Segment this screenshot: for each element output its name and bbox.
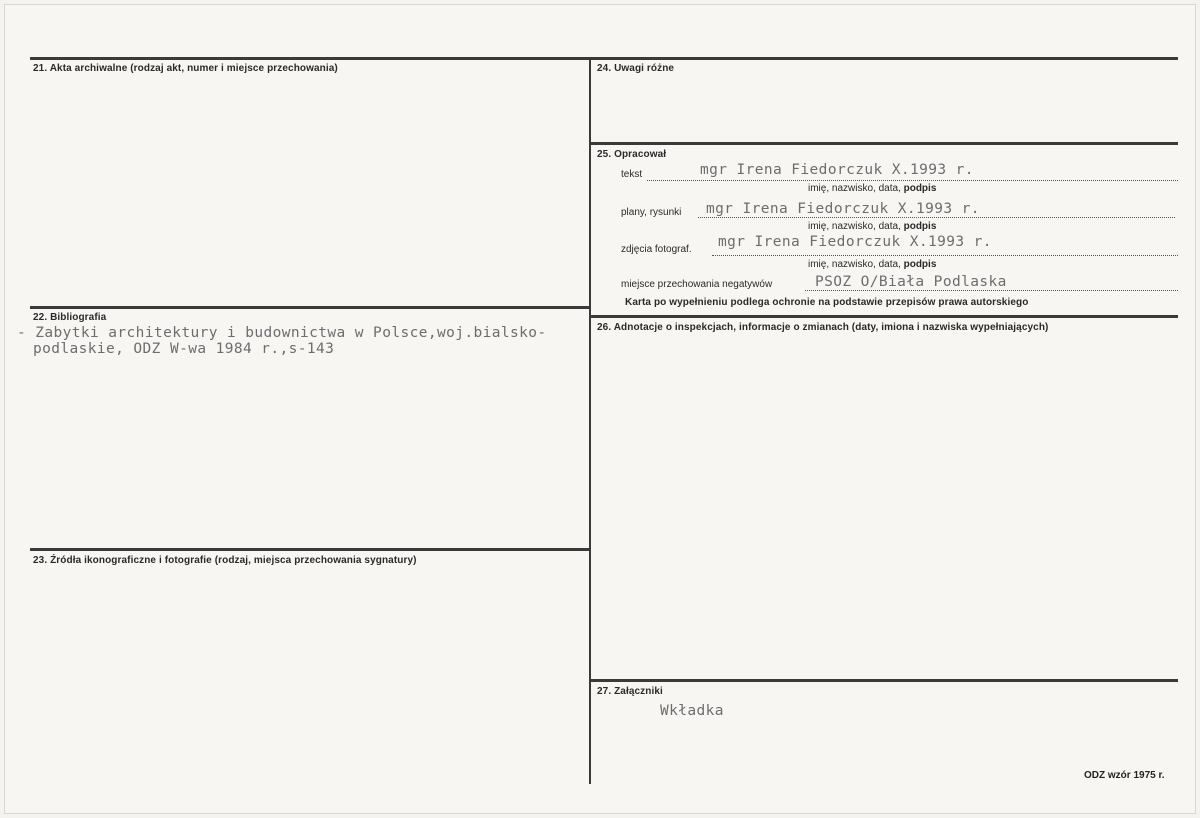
attachment-value: Wkładka (660, 703, 724, 719)
zdjecia-value: mgr Irena Fiedorczuk X.1993 r. (718, 234, 992, 250)
center-divider (589, 57, 591, 784)
rule-21-22 (30, 306, 590, 309)
section-27-label: 27. Załączniki (597, 686, 663, 697)
form-version-footer: ODZ wzór 1975 r. (1084, 770, 1165, 781)
tekst-dotted-line (647, 180, 1178, 181)
miejsce-value: PSOZ O/Biała Podlaska (815, 274, 1007, 290)
section-26-label: 26. Adnotacje o inspekcjach, informacje o zmianach (daty, imiona i nazwiska wypełniających) (597, 322, 1049, 333)
bibliography-line-2: podlaskie, ODZ W-wa 1984 r.,s-143 (33, 341, 335, 357)
rule-25-26 (590, 315, 1178, 318)
tekst-value: mgr Irena Fiedorczuk X.1993 r. (700, 162, 974, 178)
plany-value: mgr Irena Fiedorczuk X.1993 r. (706, 201, 980, 217)
section-21-label: 21. Akta archiwalne (rodzaj akt, numer i miejsce przechowania) (33, 63, 338, 74)
rule-22-23 (30, 548, 590, 551)
copyright-note: Karta po wypełnieniu podlega ochronie na podstawie przepisów prawa autorskiego (625, 297, 1029, 308)
section-22-label: 22. Bibliografia (33, 312, 107, 323)
plany-label: plany, rysunki (621, 207, 682, 218)
rule-26-27 (590, 679, 1178, 682)
bibliography-line-1: - Zabytki architektury i budownictwa w Polsce,woj.bialsko- (17, 325, 547, 341)
section-25-label: 25. Opracował (597, 149, 667, 160)
zdjecia-label: zdjęcia fotograf. (621, 244, 692, 255)
zdjecia-caption: imię, nazwisko, data, podpis (808, 259, 937, 270)
tekst-caption: imię, nazwisko, data, podpis (808, 183, 937, 194)
top-rule (30, 57, 1178, 60)
miejsce-dotted-line (805, 290, 1178, 291)
miejsce-label: miejsce przechowania negatywów (621, 279, 773, 290)
tekst-label: tekst (621, 169, 643, 180)
rule-24-25 (590, 142, 1178, 145)
section-23-label: 23. Źródła ikonograficzne i fotografie (rodzaj, miejsca przechowania sygnatury) (33, 555, 417, 566)
section-24-label: 24. Uwagi różne (597, 63, 675, 74)
plany-dotted-line (698, 217, 1175, 218)
zdjecia-dotted-line (712, 255, 1178, 256)
plany-caption: imię, nazwisko, data, podpis (808, 221, 937, 232)
